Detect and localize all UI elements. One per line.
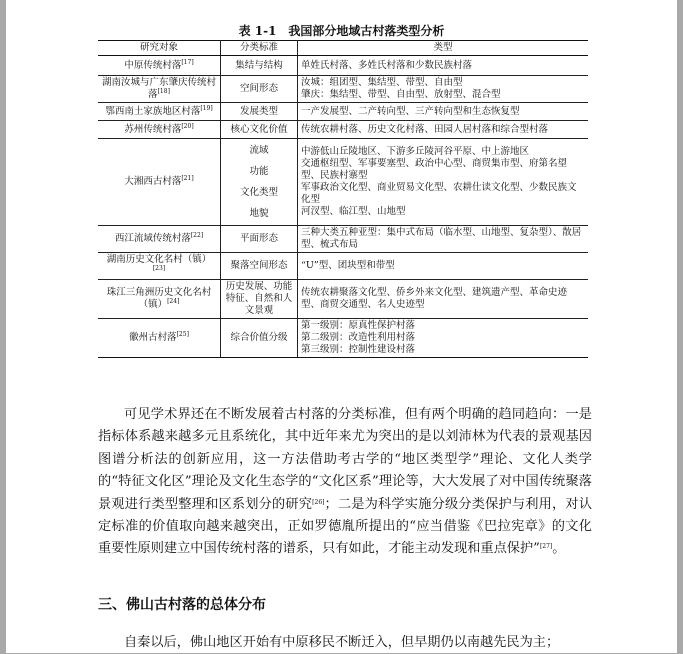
row-types: 汝城：组团型、集结型、带型、自由型 肇庆：集结型、带型、自由型、放射型、混合型 bbox=[298, 76, 589, 103]
row-object: 西江流域传统村落[22] bbox=[98, 226, 221, 253]
classification-table bbox=[98, 40, 588, 358]
row-standard: 集结与结构 bbox=[221, 56, 298, 76]
row-object: 苏州传统村落[20] bbox=[98, 121, 221, 139]
row-object: 徽州古村落[25] bbox=[98, 319, 221, 358]
row-types: 一产发展型、二产转向型、三产转向型和生态恢复型 bbox=[298, 103, 589, 121]
row-standard: 空间形态 bbox=[221, 76, 298, 103]
table-row bbox=[98, 76, 588, 103]
section-paragraph: 自秦以后，佛山地区开始有中原移民不断迁入，但早期仍以南越先民为主； bbox=[124, 635, 560, 650]
body-paragraph: 可见学术界还在不断发展着古村落的分类标准，但有两个明确的趋同趋向：一是指标体系越来越多元且系统化，其中近年来尤为突出的是以刘沛林为代表的景观基因图谱分析法的创新应用，这一方法借助考古学的“地区类型学”理论、文化人类学的“特征文化区”理论及文化生态学的“文化区系”理论等，大大发展了对中国传统聚落景观进行类型整理和区系划分的研究[26]；二是为科学实施分级分类保护与利用，对认定标准的价值取向越来越突出，正如罗德胤所提出的“应当借鉴《巴拉宪章》的文化重要性原则建立中国传统村落的谱系，只有如此，才能主动发现和重点保护”[27]。 bbox=[98, 407, 593, 557]
row-object: 湖南历史文化名村（镇）[23] bbox=[98, 253, 221, 280]
section-heading: 三、佛山古村落的总体分布 bbox=[98, 597, 266, 613]
table-header-row bbox=[98, 41, 588, 56]
row-standard: 平面形态 bbox=[221, 226, 298, 253]
table-row bbox=[98, 121, 588, 139]
header-type: 类型 bbox=[298, 41, 589, 56]
row-object: 湖南汝城与广东肇庆传统村落[18] bbox=[98, 76, 221, 103]
row-standard: 核心文化价值 bbox=[221, 121, 298, 139]
header-classification-standard: 分类标准 bbox=[221, 41, 298, 56]
citation-26: [26] bbox=[312, 498, 325, 506]
row-types: 传统农耕聚落文化型、侨乡外来文化型、建筑遗产型、革命史迹型、商贸交通型、名人史迹型 bbox=[298, 280, 589, 319]
row-object: 大湘西古村落[21] bbox=[98, 139, 221, 226]
row-types: 三种大类五种亚型：集中式布局（临水型、山地型、复杂型）、散居型、梳式布局 bbox=[298, 226, 589, 253]
row-standard: 聚落空间形态 bbox=[221, 253, 298, 280]
table-row bbox=[98, 139, 588, 226]
document-page bbox=[6, 0, 677, 653]
row-standard: 发展类型 bbox=[221, 103, 298, 121]
row-object: 中原传统村落[17] bbox=[98, 56, 221, 76]
table-row bbox=[98, 103, 588, 121]
header-research-object: 研究对象 bbox=[98, 41, 221, 56]
table-row bbox=[98, 253, 588, 280]
row-types: 单姓氏村落、多姓氏村落和少数民族村落 bbox=[298, 56, 589, 76]
table-row bbox=[98, 226, 588, 253]
table-row bbox=[98, 56, 588, 76]
row-object: 珠江三角洲历史文化名村（镇）[24] bbox=[98, 280, 221, 319]
table-title bbox=[6, 22, 677, 39]
table-title-text: 我国部分地域古村落类型分析 bbox=[288, 24, 445, 38]
row-types: “U”型、团块型和带型 bbox=[298, 253, 589, 280]
table-row bbox=[98, 280, 588, 319]
row-standard: 流域 功能 文化类型 地貌 bbox=[221, 139, 298, 226]
row-types: 第一级别：原真性保护村落 第二级别：改造性利用村落 第三级别：控制性建设村落 bbox=[298, 319, 589, 358]
row-types: 中游低山丘陵地区、下游多丘陵河谷平原、中上游地区 交通枢纽型、军事要塞型、政治中心型、商贸集市型、府第名望型、民族村寨型 军事政治文化型、商业贸易文化型、农耕仕读文化型、少数民族文化型 河汊型、临江型、山地型 bbox=[298, 139, 589, 226]
table-row bbox=[98, 319, 588, 358]
row-object: 鄂西南土家族地区村落[19] bbox=[98, 103, 221, 121]
row-standard: 综合价值分级 bbox=[221, 319, 298, 358]
citation-27: [27] bbox=[539, 543, 553, 551]
row-types: 传统农耕村落、历史文化村落、田园人居村落和综合型村落 bbox=[298, 121, 589, 139]
row-standard: 历史发展、功能特征、自然和人文景观 bbox=[221, 280, 298, 319]
table-number: 表 1-1 bbox=[238, 24, 277, 38]
